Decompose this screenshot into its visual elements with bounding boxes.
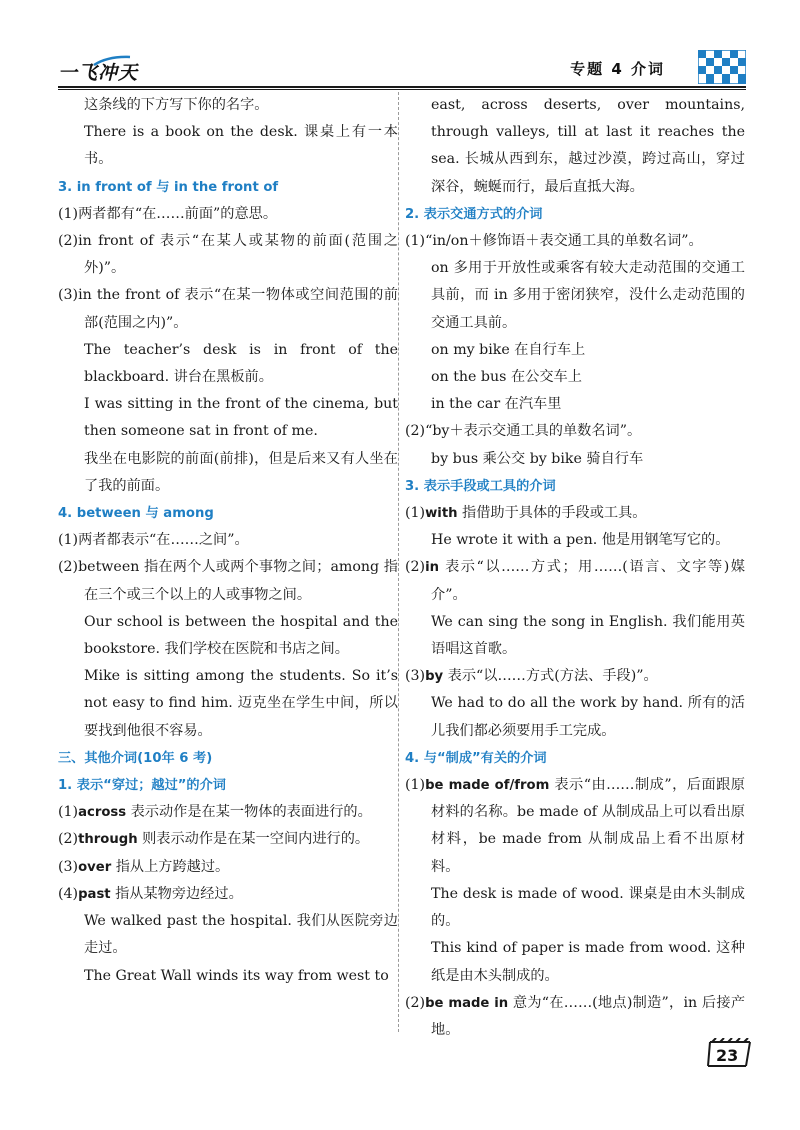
keyword: with xyxy=(425,506,458,522)
item-number: (3) xyxy=(58,858,79,875)
example-sentence: He wrote it with a pen. 他是用钢笔写它的。 xyxy=(431,532,730,549)
rule-item xyxy=(405,772,745,881)
example-sentence: We can sing the song in English. 我们能用英语唱这首歌。 xyxy=(431,613,745,658)
keyword: through xyxy=(78,832,138,848)
item-number: (2) xyxy=(58,831,79,848)
item-text: 表示动作是在某一物体的表面进行的。 xyxy=(126,804,372,821)
rule-item: (2)“by＋表示交通工具的单数名词”。 xyxy=(405,423,642,440)
item-text: 意为“在……(地点)制造”，in 后接产地。 xyxy=(431,994,746,1038)
section-heading: 三、其他介词(10年 6 考) xyxy=(58,750,213,766)
example-sentence: This kind of paper is made from wood. 这种纸是由木头制成的。 xyxy=(431,940,745,984)
keyword: be made of/from xyxy=(425,778,550,794)
subsection-heading: 3. in front of 与 in the front of xyxy=(58,179,279,195)
example-sentence: Mike is sitting among the students. So it’s not easy to find him. 迈克坐在学生中间，所以要找到他很不容易。 xyxy=(84,668,398,739)
subsection-heading: 2. 表示交通方式的介词 xyxy=(405,206,543,222)
rule-item xyxy=(58,881,398,908)
rule-item: (3)in the front of 表示“在某一物体或空间范围的前部(范围之内)”。 xyxy=(58,287,398,331)
checker-pattern-icon xyxy=(698,50,746,84)
header-rule-thin xyxy=(58,89,746,90)
rule-item: (2)in front of 表示“在某人或某物的前面(范围之外)”。 xyxy=(58,233,398,277)
example-sentence: Our school is between the hospital and the bookstore. 我们学校在医院和书店之间。 xyxy=(84,613,398,658)
example-phrase: in the car 在汽车里 xyxy=(431,396,562,413)
example-phrase: on my bike 在自行车上 xyxy=(431,341,586,358)
brand-logo: 一飞冲天 xyxy=(58,62,139,84)
rule-item: (1)两者都有“在……前面”的意思。 xyxy=(58,205,278,222)
keyword: by xyxy=(425,669,444,685)
rule-item: (2)between 指在两个人或两个事物之间；among 指在三个或三个以上的人或事物之间。 xyxy=(58,559,398,603)
subsection-heading: 4. 与“制成”有关的介词 xyxy=(405,750,547,766)
keyword: across xyxy=(78,805,127,821)
subsection-heading: 3. 表示手段或工具的介词 xyxy=(405,478,556,494)
example-sentence: The desk is made of wood. 课桌是由木头制成的。 xyxy=(431,885,745,930)
example-sentence: We had to do all the work by hand. 所有的活儿我们都必须要用手工完成。 xyxy=(431,695,745,739)
example-sentence: We walked past the hospital. 我们从医院旁边走过。 xyxy=(84,913,398,957)
column-divider xyxy=(398,92,399,1032)
rule-description: on 多用于开放性或乘客有较大走动范围的交通工具前，而 in 多用于密闭狭窄，没什么走动范围的交通工具前。 xyxy=(431,260,745,331)
subsection-heading: 4. between 与 among xyxy=(58,506,214,522)
rule-item xyxy=(405,500,745,527)
rule-item xyxy=(405,554,745,608)
item-number: (2) xyxy=(405,559,426,576)
example-sentence: There is a book on the desk. 课桌上有一本书。 xyxy=(84,124,398,168)
item-number: (3) xyxy=(405,668,426,685)
item-text: 指从上方跨越过。 xyxy=(111,858,230,875)
rule-item: (1)两者都表示“在……之间”。 xyxy=(58,532,249,549)
left-column xyxy=(58,92,398,990)
example-sentence: The teacher’s desk is in front of the blackboard. 讲台在黑板前。 xyxy=(84,341,398,386)
rule-item xyxy=(405,663,745,690)
example-sentence: east, across deserts, over mountains, through valleys, till at last it reaches the sea. 长城从西到东，越过沙漠，跨过高山，穿过深谷，蜿蜒而行，最后直抵大海。 xyxy=(431,97,745,195)
item-number: (1) xyxy=(405,505,426,522)
topic-title: 专题 4 介词 xyxy=(570,60,665,78)
example-sentence: The Great Wall winds its way from west to xyxy=(84,967,389,984)
rule-item xyxy=(58,826,398,853)
example-sentence: I was sitting in the front of the cinema, but then someone sat in front of me. xyxy=(84,396,398,440)
item-text: 则表示动作是在某一空间内进行的。 xyxy=(137,831,370,848)
keyword: over xyxy=(78,859,112,875)
page-number: 23 xyxy=(716,1046,739,1065)
item-text: 表示“由……制成”，后面跟原材料的名称。be made of 从制成品上可以看出原材料，be made from 从制成品上看不出原材料。 xyxy=(431,777,745,875)
item-number: (1) xyxy=(405,777,426,794)
keyword: in xyxy=(425,560,440,576)
text-line: 这条线的下方写下你的名字。 xyxy=(84,97,269,113)
keyword: past xyxy=(78,886,111,902)
example-translation: 我坐在电影院的前面(前排)，但是后来又有人坐在了我的前面。 xyxy=(84,450,398,494)
right-column xyxy=(405,92,745,1044)
example-phrase: by bus 乘公交 by bike 骑自行车 xyxy=(431,450,644,467)
item-number: (4) xyxy=(58,885,79,902)
rule-item xyxy=(405,990,745,1044)
page-header xyxy=(0,0,800,92)
brand-swoosh-icon xyxy=(92,54,132,68)
header-rule xyxy=(58,86,746,88)
item-number: (2) xyxy=(405,994,426,1011)
item-text: 指借助于具体的手段或工具。 xyxy=(457,505,647,522)
rule-item: (1)“in/on＋修饰语＋表交通工具的单数名词”。 xyxy=(405,233,703,250)
subsection-heading: 1. 表示“穿过；越过”的介词 xyxy=(58,778,226,794)
rule-item xyxy=(58,854,398,881)
item-number: (1) xyxy=(58,804,79,821)
item-text: 表示“以……方式；用……(语言、文字等)媒介”。 xyxy=(431,559,745,603)
item-text: 指从某物旁边经过。 xyxy=(110,885,243,902)
item-text: 表示“以……方式(方法、手段)”。 xyxy=(443,668,658,685)
keyword: be made in xyxy=(425,995,509,1011)
rule-item xyxy=(58,799,398,826)
example-phrase: on the bus 在公交车上 xyxy=(431,369,582,386)
